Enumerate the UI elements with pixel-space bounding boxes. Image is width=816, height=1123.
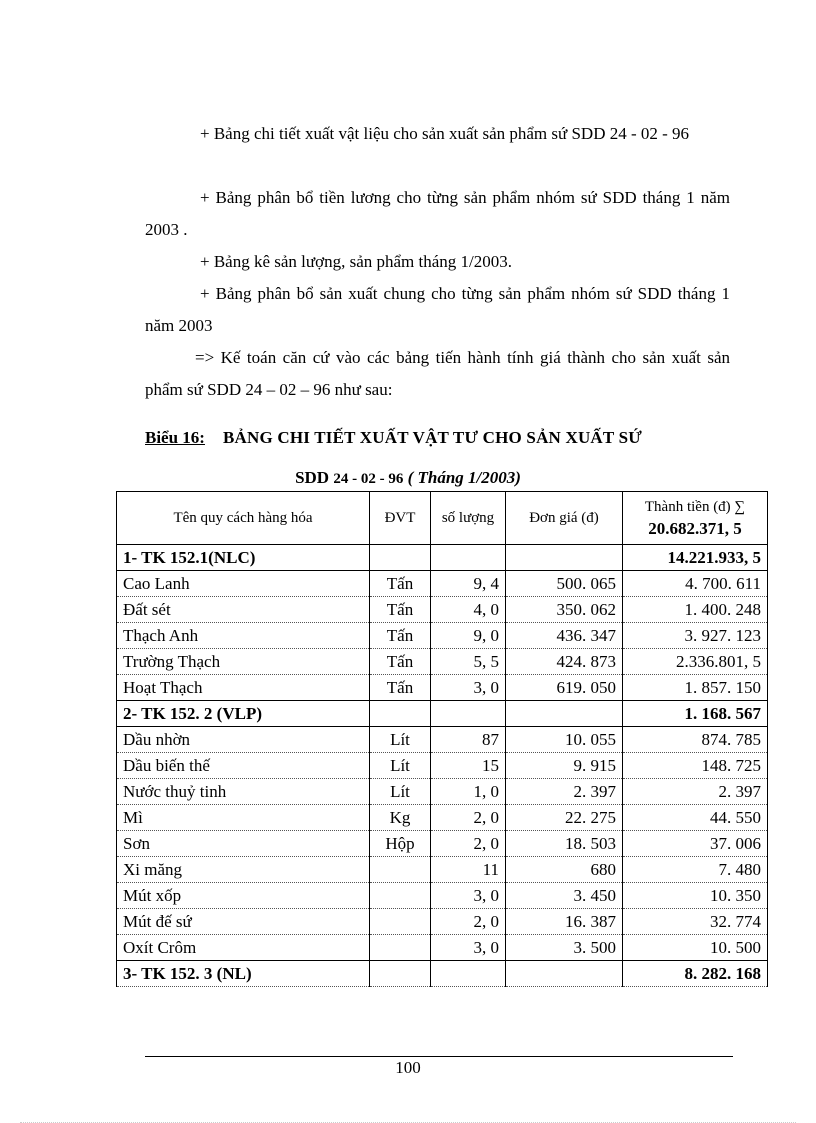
cell-price: 3. 500 xyxy=(506,935,623,961)
cell-qty: 87 xyxy=(431,727,506,753)
group-total: 8. 282. 168 xyxy=(623,961,768,987)
subtitle-code: 24 - 02 - 96 xyxy=(333,471,404,487)
cell-price: 3. 450 xyxy=(506,883,623,909)
group-row xyxy=(117,701,768,727)
cell-name: Sơn xyxy=(117,831,370,857)
cell-name: Hoạt Thạch xyxy=(117,675,370,701)
group-title: 1- TK 152.1(NLC) xyxy=(117,545,370,571)
cell-name: Dầu biến thế xyxy=(117,753,370,779)
cell-unit: Tấn xyxy=(370,649,431,675)
group-empty-cell xyxy=(431,545,506,571)
group-empty-cell xyxy=(506,701,623,727)
cell-total: 874. 785 xyxy=(623,727,768,753)
cell-price: 2. 397 xyxy=(506,779,623,805)
paragraph-material-detail: + Bảng chi tiết xuất vật liệu cho sản xuất sản phẩm sứ SDD 24 - 02 - 96 xyxy=(200,124,690,143)
cell-unit xyxy=(370,935,431,961)
cell-qty: 4, 0 xyxy=(431,597,506,623)
cell-qty: 5, 5 xyxy=(431,649,506,675)
cell-qty: 11 xyxy=(431,857,506,883)
cell-total: 37. 006 xyxy=(623,831,768,857)
cell-qty: 3, 0 xyxy=(431,883,506,909)
table-row xyxy=(117,909,768,935)
caption-title: BẢNG CHI TIẾT XUẤT VẬT TƯ CHO SẢN XUẤT SỨ xyxy=(222,428,642,447)
table-body xyxy=(117,545,768,987)
table-row xyxy=(117,857,768,883)
subtitle-month: ( Tháng 1/2003) xyxy=(407,468,521,487)
cell-qty: 2, 0 xyxy=(431,831,506,857)
paragraph-overhead-allocation: + Bảng phân bổ sản xuất chung cho từng sản phẩm nhóm sứ SDD tháng 1 năm 2003 xyxy=(145,284,730,335)
cell-qty: 2, 0 xyxy=(431,909,506,935)
cell-name: Thạch Anh xyxy=(117,623,370,649)
cell-unit: Tấn xyxy=(370,571,431,597)
header-total-label: Thành tiền (đ) ∑ xyxy=(644,499,746,515)
cell-qty: 9, 4 xyxy=(431,571,506,597)
header-price: Đơn giá (đ) xyxy=(506,492,623,545)
cell-price: 500. 065 xyxy=(506,571,623,597)
table-row xyxy=(117,623,768,649)
table-row xyxy=(117,597,768,623)
cell-unit: Tấn xyxy=(370,597,431,623)
cell-unit: Lít xyxy=(370,779,431,805)
table-row xyxy=(117,779,768,805)
subtitle-prefix: SDD xyxy=(295,468,330,487)
caption-label: Biểu 16: xyxy=(145,428,205,447)
group-empty-cell xyxy=(506,545,623,571)
cell-total: 7. 480 xyxy=(623,857,768,883)
cell-total: 32. 774 xyxy=(623,909,768,935)
cell-price: 10. 055 xyxy=(506,727,623,753)
cell-qty: 9, 0 xyxy=(431,623,506,649)
table-row xyxy=(117,571,768,597)
cell-qty: 1, 0 xyxy=(431,779,506,805)
header-qty: số lượng xyxy=(431,492,506,545)
table-header-row xyxy=(117,492,768,545)
cell-unit xyxy=(370,909,431,935)
group-empty-cell xyxy=(370,701,431,727)
group-row xyxy=(117,961,768,987)
cell-price: 424. 873 xyxy=(506,649,623,675)
cell-name: Đất sét xyxy=(117,597,370,623)
cell-name: Trường Thạch xyxy=(117,649,370,675)
group-title: 3- TK 152. 3 (NL) xyxy=(117,961,370,987)
cell-qty: 15 xyxy=(431,753,506,779)
cell-price: 9. 915 xyxy=(506,753,623,779)
group-empty-cell xyxy=(370,545,431,571)
cell-qty: 2, 0 xyxy=(431,805,506,831)
table-row xyxy=(117,831,768,857)
header-total xyxy=(623,492,768,545)
cell-total: 44. 550 xyxy=(623,805,768,831)
cell-unit: Lít xyxy=(370,727,431,753)
cell-name: Nước thuỷ tinh xyxy=(117,779,370,805)
paragraph-costing-intro: => Kế toán căn cứ vào các bảng tiến hành tính giá thành cho sản xuất sản phẩm sứ SDD 24 – 02 – 96 như sau: xyxy=(145,348,730,399)
cell-price: 350. 062 xyxy=(506,597,623,623)
cell-total: 1. 400. 248 xyxy=(623,597,768,623)
cell-unit: Lít xyxy=(370,753,431,779)
cell-price: 16. 387 xyxy=(506,909,623,935)
material-issue-table xyxy=(116,491,768,987)
cell-unit: Hộp xyxy=(370,831,431,857)
header-grand-total: 20.682.371, 5 xyxy=(648,519,742,538)
table-row xyxy=(117,675,768,701)
cell-unit: Tấn xyxy=(370,675,431,701)
paragraph-output-list: + Bảng kê sản lượng, sản phẩm tháng 1/2003. xyxy=(200,252,513,271)
cell-price: 436. 347 xyxy=(506,623,623,649)
cell-qty: 3, 0 xyxy=(431,675,506,701)
cell-name: Cao Lanh xyxy=(117,571,370,597)
paragraph-salary-allocation: + Bảng phân bổ tiền lương cho từng sản phẩm nhóm sứ SDD tháng 1 năm 2003 . xyxy=(145,188,730,239)
group-empty-cell xyxy=(431,961,506,987)
cell-unit xyxy=(370,857,431,883)
cell-price: 18. 503 xyxy=(506,831,623,857)
table-row xyxy=(117,649,768,675)
group-empty-cell xyxy=(506,961,623,987)
cell-price: 680 xyxy=(506,857,623,883)
cell-unit: Kg xyxy=(370,805,431,831)
table-caption xyxy=(145,428,642,448)
table-row xyxy=(117,753,768,779)
cell-total: 3. 927. 123 xyxy=(623,623,768,649)
table-row xyxy=(117,935,768,961)
table-subtitle xyxy=(0,468,816,488)
group-total: 1. 168. 567 xyxy=(623,701,768,727)
cell-name: Mút xốp xyxy=(117,883,370,909)
cell-name: Xi măng xyxy=(117,857,370,883)
group-title: 2- TK 152. 2 (VLP) xyxy=(117,701,370,727)
group-total: 14.221.933, 5 xyxy=(623,545,768,571)
cell-name: Mút đế sứ xyxy=(117,909,370,935)
cell-unit xyxy=(370,883,431,909)
group-empty-cell xyxy=(370,961,431,987)
header-name: Tên quy cách hàng hóa xyxy=(117,492,370,545)
cell-total: 2.336.801, 5 xyxy=(623,649,768,675)
cell-total: 10. 500 xyxy=(623,935,768,961)
table-row xyxy=(117,883,768,909)
cell-total: 10. 350 xyxy=(623,883,768,909)
footer-divider xyxy=(145,1056,733,1057)
group-empty-cell xyxy=(431,701,506,727)
cell-unit: Tấn xyxy=(370,623,431,649)
cell-qty: 3, 0 xyxy=(431,935,506,961)
cell-name: Oxít Crôm xyxy=(117,935,370,961)
table-row xyxy=(117,805,768,831)
cell-total: 148. 725 xyxy=(623,753,768,779)
cell-total: 1. 857. 150 xyxy=(623,675,768,701)
cell-name: Dầu nhờn xyxy=(117,727,370,753)
cell-price: 619. 050 xyxy=(506,675,623,701)
table-row xyxy=(117,727,768,753)
group-row xyxy=(117,545,768,571)
cell-name: Mì xyxy=(117,805,370,831)
cell-total: 4. 700. 611 xyxy=(623,571,768,597)
cell-price: 22. 275 xyxy=(506,805,623,831)
page-number: 100 xyxy=(395,1058,421,1077)
cell-total: 2. 397 xyxy=(623,779,768,805)
header-unit: ĐVT xyxy=(370,492,431,545)
